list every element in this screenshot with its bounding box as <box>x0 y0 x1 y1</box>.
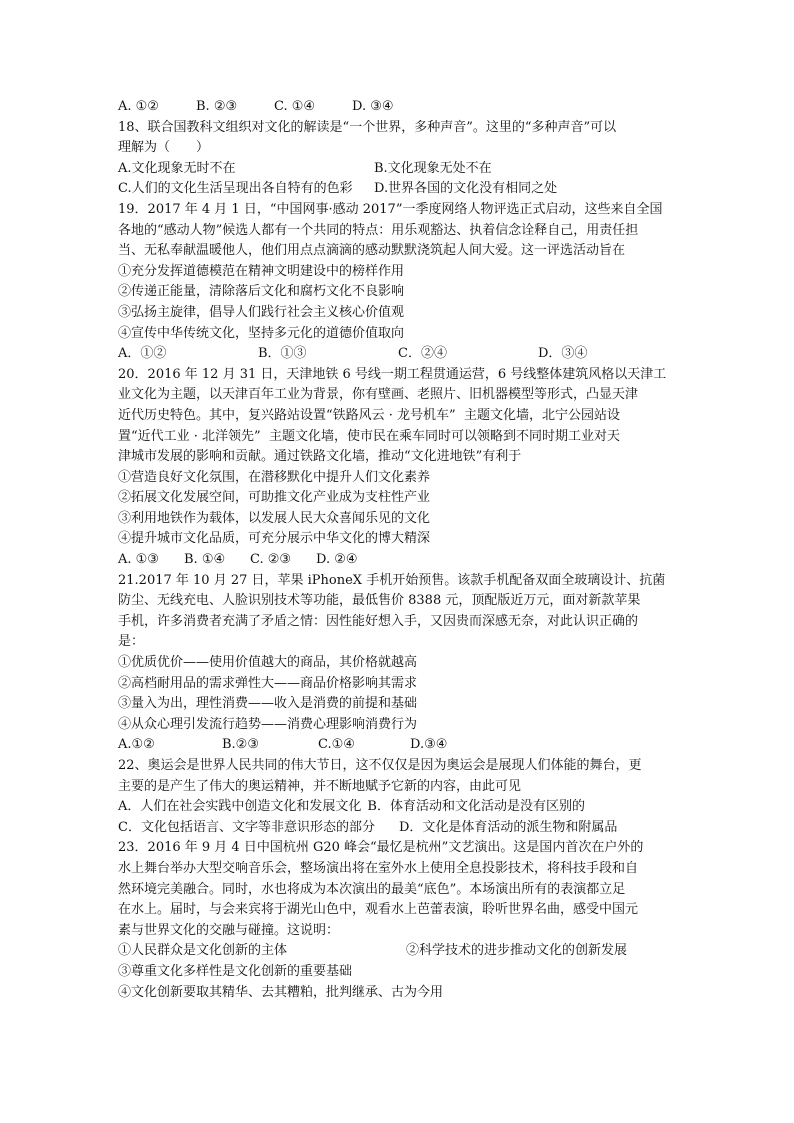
q22-stem-line: 22、奥运会是世界人民共同的伟大节日，这不仅仅是因为奥运会是展现人们体能的舞台，更 <box>118 758 642 773</box>
q19-option-a: A．①② <box>118 346 167 362</box>
q17-option-d: D. ③④ <box>352 99 394 114</box>
q20-stem-line: 津城市发展的影响和贡献。通过铁路文化墙，推动“文化进地铁”有利于 <box>118 449 522 465</box>
q20-item: ④提升城市文化品质，可充分展示中华文化的博大精深 <box>118 531 431 547</box>
q19-stem-line: 当、无私奉献温暖他人，他们用点点滴滴的感动默默浇筑起人间大爱。这一评选活动旨在 <box>118 243 626 259</box>
q18-option-d: D.世界各国的文化没有相同之处 <box>374 181 558 197</box>
q20-stem-line: 20．2016 年 12 月 31 日，天津地铁 6 号线一期工程贯通运营，6 号线整体建筑风格以天津工 <box>118 366 667 382</box>
q22-options-row <box>118 818 678 839</box>
q20-option-d: D. ②④ <box>316 552 358 568</box>
q18-option-b: B.文化现象无处不在 <box>374 160 492 176</box>
q19-stem-line: 19．2017 年 4 月 1 日，“中国网事·感动 2017”一季度网络人物评选正式启动，这些来自全国 <box>118 201 663 217</box>
q19-option-b: B．①③ <box>258 346 307 362</box>
q21-item: ①优质优价——使用价值越大的商品，其价格就越高 <box>118 655 418 671</box>
exam-page <box>118 97 678 1003</box>
q19-item: ④宣传中华传统文化，坚持多元化的道德价值取向 <box>118 325 405 341</box>
q20-options <box>118 550 678 571</box>
q19-stem-line: 各地的“感动人物”候选人都有一个共同的特点：用乐观豁达、执着信念诠释自己，用责任担 <box>118 222 639 238</box>
q23-stem-line: 23．2016 年 9 月 4 日中国杭州 G20 峰会“最忆是杭州”文艺演出。这是国内首次在户外的 <box>118 840 644 856</box>
q20-option-b: B. ①④ <box>184 552 226 568</box>
q20-stem-line: 置“近代工业 · 北洋领先” 主题文化墙，使市民在乘车同时可以领略到不同时期工业对天 <box>118 428 620 444</box>
q18-options-row <box>118 179 678 200</box>
q22-option-a: A．人们在社会实践中创造文化和发展文化 <box>118 799 362 815</box>
q23-stem-line: 在水上。届时，与会来宾将于湖光山色中，观看水上芭蕾表演，聆听世界名曲，感受中国元 <box>118 902 639 918</box>
q20-stem-line: 近代历史特色。其中，复兴路站设置“铁路风云 · 龙号机车” 主题文化墙，北宁公园站设 <box>118 407 620 423</box>
q18-stem-line: 18、联合国教科文组织对文化的解读是“一个世界，多种声音”。这里的“多种声音”可以 <box>118 119 617 135</box>
q21-stem-line: 防尘、无线充电、人脸识别技术等功能，最低售价 8388 元，顶配版近万元，面对新款苹果 <box>118 593 641 609</box>
q19-option-c: C．②④ <box>398 346 447 362</box>
q19-option-d: D．③④ <box>538 346 588 362</box>
q19-options <box>118 344 678 365</box>
q22-option-d: D．文化是体育活动的派生物和附属品 <box>398 819 618 835</box>
q23-item: ④文化创新要取其精华、去其糟粕，批判继承、古为今用 <box>118 984 444 1000</box>
q21-option-c: C.①④ <box>318 737 355 753</box>
q22-options-row <box>118 797 678 818</box>
q21-option-d: D.③④ <box>410 737 448 753</box>
q23-stem-line: 水上舞台举办大型交响音乐会，整场演出将在室外水上使用全息投影技术，将科技手段和自 <box>118 860 639 876</box>
q18-options-row <box>118 159 678 180</box>
q23-item: ①人民群众是文化创新的主体 <box>118 943 288 959</box>
q23-item: ②科学技术的进步推动文化的创新发展 <box>406 943 628 959</box>
q19-item: ②传递正能量，清除落后文化和腐朽文化不良影响 <box>118 284 405 300</box>
q20-stem-line: 业文化为主题，以天津百年工业为背景，你有壁画、老照片、旧机器模型等形式，凸显天津 <box>118 387 639 403</box>
q19-item: ③弘扬主旋律，倡导人们践行社会主义核心价值观 <box>118 304 405 320</box>
q18-stem-line: 理解为（ ） <box>118 140 210 156</box>
q22-option-c: C．文化包括语言、文字等非意识形态的部分 <box>118 819 375 835</box>
q21-stem-line: 21.2017 年 10 月 27 日，苹果 iPhoneX 手机开始预售。该款手机配备双面全玻璃设计、抗菌 <box>118 572 666 588</box>
q22-stem-line: 主要的是产生了伟大的奥运精神，并不断地赋予它新的内容，由此可见 <box>118 778 522 794</box>
q21-stem-line: 是： <box>118 634 145 650</box>
q21-option-a: A.①② <box>118 737 155 753</box>
q21-item: ④从众心理引发流行趋势——消费心理影响消费行为 <box>118 716 418 732</box>
q17-option-c: C. ①④ <box>274 99 316 114</box>
q20-item: ③利用地铁作为载体，以发展人民大众喜闻乐见的文化 <box>118 510 431 526</box>
q20-item: ①营造良好文化氛围，在潜移默化中提升人们文化素养 <box>118 469 431 485</box>
q21-stem-line: 手机，许多消费者充满了矛盾之情：因性能好想入手，又因贵而深感无奈，对此认识正确的 <box>118 613 639 629</box>
q21-item: ②高档耐用品的需求弹性大——商品价格影响其需求 <box>118 675 418 691</box>
q19-item: ①充分发挥道德模范在精神文明建设中的榜样作用 <box>118 263 405 279</box>
q23-items-row <box>118 941 678 962</box>
q20-option-c: C. ②③ <box>250 552 292 568</box>
q17-option-a: A. ①② <box>118 99 159 114</box>
q18-option-c: C.人们的文化生活呈现出各自特有的色彩 <box>118 181 353 197</box>
q21-option-b: B.②③ <box>222 737 259 753</box>
q20-item: ②拓展文化发展空间，可助推文化产业成为支柱性产业 <box>118 490 431 506</box>
q22-option-b: B．体育活动和文化活动是没有区别的 <box>367 799 585 815</box>
q21-options <box>118 735 678 756</box>
q23-stem-line: 素与世界文化的交融与碰撞。这说明： <box>118 922 340 938</box>
q18-option-a: A.文化现象无时不在 <box>118 160 236 176</box>
q23-item: ③尊重文化多样性是文化创新的重要基础 <box>118 963 353 979</box>
q23-stem-line: 然环境完美融合。同时，水也将成为本次演出的最美“底色”。本场演出所有的表演都立足 <box>118 881 626 897</box>
q17-options <box>118 97 678 118</box>
q21-item: ③量入为出，理性消费——收入是消费的前提和基础 <box>118 696 418 712</box>
q20-option-a: A. ①③ <box>118 552 159 568</box>
q17-option-b: B. ②③ <box>196 99 238 114</box>
